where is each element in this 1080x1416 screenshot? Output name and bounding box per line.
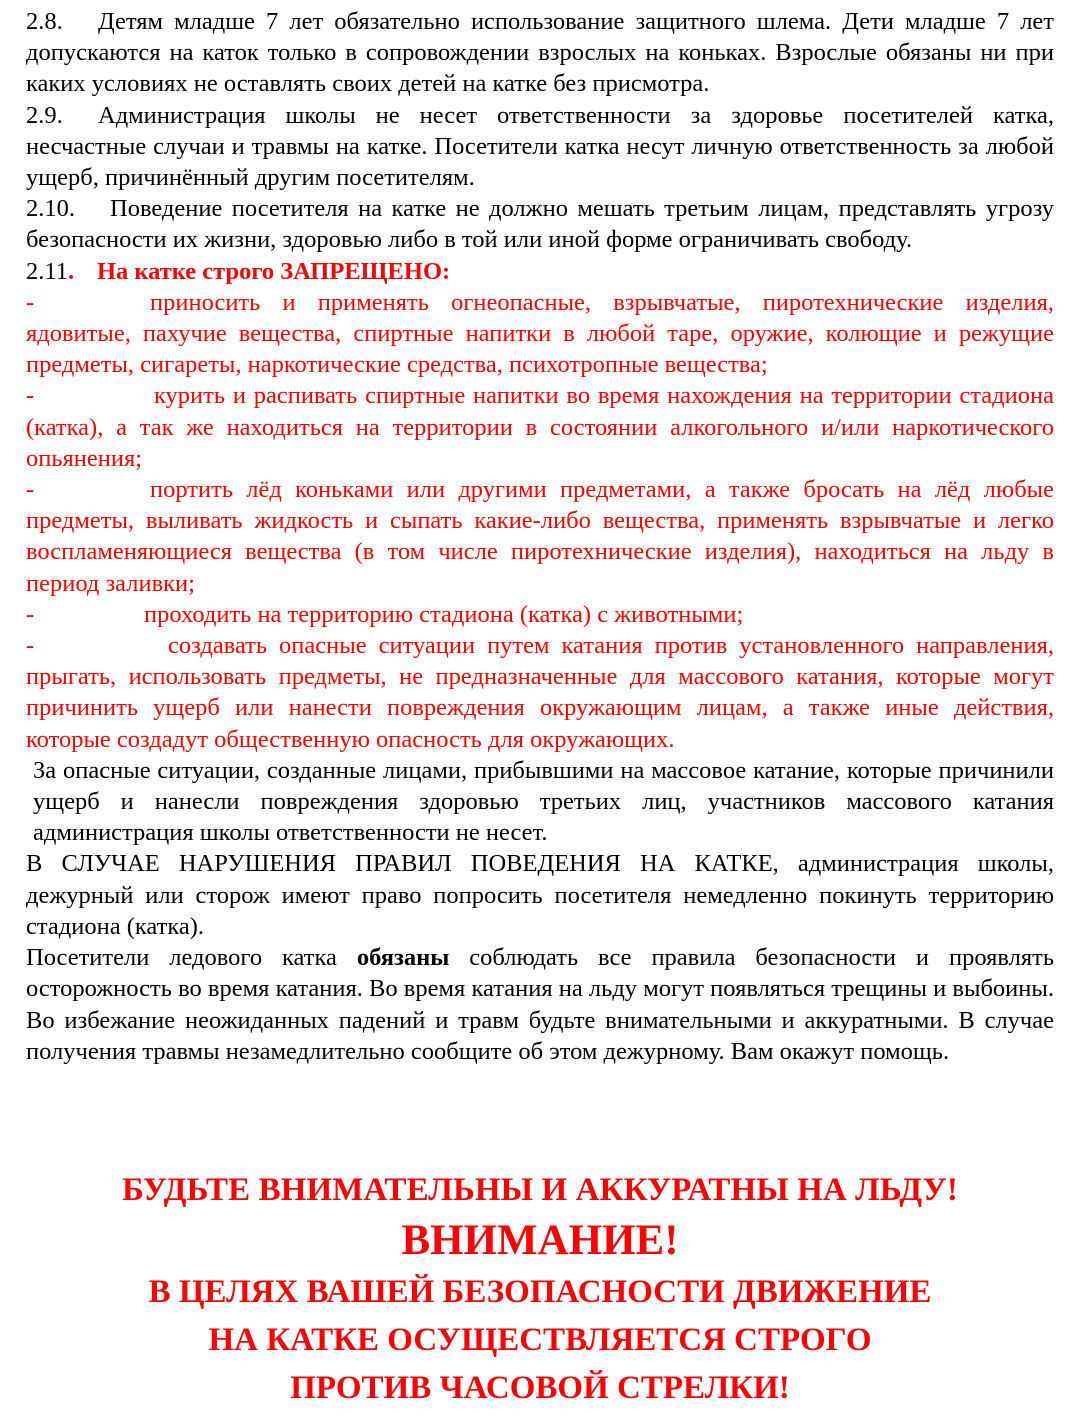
rule-number: 2.11	[26, 257, 68, 285]
prohibited-item-ice-damage	[26, 474, 1054, 599]
rule-2-11	[26, 256, 1054, 287]
rule-number: 2.10.	[26, 195, 75, 223]
list-dash: -	[26, 632, 35, 660]
prohibited-text: курить и распивать спиртные напитки во время нахождения на территории стадиона (катка), а так же находиться на территории в состоянии алкогольного и/или наркотического опьянения;	[26, 382, 1054, 472]
rule-text: Детям младше 7 лет обязательно использование защитного шлема. Дети младше 7 лет допускаются на каток только в сопровождении взрослых на коньках. Взрослые обязаны ни при каких условиях не оставлять своих детей на катке без присмотра.	[26, 8, 1054, 98]
attention-heading: ВНИМАНИЕ!	[401, 1217, 679, 1264]
rules-document	[26, 6, 1054, 1067]
rule-2-9	[26, 100, 1054, 194]
rule-text: Поведение посетителя на катке не должно мешать третьим лицам, представлять угрозу безопасности их жизни, здоровью либо в той или иной форме ограничивать свободу.	[26, 195, 1054, 254]
duty-text-end: соблюдать все правила безопасности и проявлять осторожность во время катания. Во время катания на льду могут появляться трещины и выбоины. Во избежание неожиданных падений и травм будьте внимательными и аккуратными. В случае получения травмы незамедлительно сообщите об этом дежурному. Вам окажут помощь.	[26, 944, 1055, 1065]
prohibited-text: приносить и применять огнеопасные, взрывчатые, пиротехнические изделия, ядовитые, пахучие вещества, спиртные напитки в любой таре, оружие, колющие и режущие предметы, сигареты, наркотические средства, психотропные вещества;	[26, 288, 1054, 379]
list-dash: -	[26, 288, 35, 316]
rule-number-dot: .	[67, 257, 75, 285]
direction-heading-line-3: ПРОТИВ ЧАСОВОЙ СТРЕЛКИ!	[290, 1370, 790, 1406]
rule-2-10	[26, 193, 1054, 255]
prohibited-item-animals	[26, 599, 1054, 630]
warning-headings	[0, 1166, 1080, 1412]
list-dash: -	[26, 382, 35, 410]
violation-note: В СЛУЧАЕ НАРУШЕНИЯ ПРАВИЛ ПОВЕДЕНИЯ НА КАТКЕ, администрация школы, дежурный или сторож имеют право попросить посетителя немедленно покинуть территорию стадиона (катка).	[26, 850, 1054, 940]
prohibited-text: создавать опасные ситуации путем катания против установленного направления, прыгать, использовать предметы, не предназначенные для массового катания, которые могут причинить ущерб или нанести повреждения окружающим лицам, а также иные действия, которые создадут общественную опасность для окружающих.	[26, 632, 1054, 753]
duty-emphasis: обязаны	[356, 944, 450, 972]
direction-heading-line-2: НА КАТКЕ ОСУЩЕСТВЛЯЕТСЯ СТРОГО	[208, 1322, 872, 1358]
rule-number: 2.9.	[26, 101, 63, 129]
liability-note: За опасные ситуации, созданные лицами, прибывшими на массовое катание, которые причинили ущерб и нанесли повреждения здоровью третьих лиц, участников массового катания администрация школы ответственности не несет.	[33, 756, 1054, 847]
careful-heading: БУДЬТЕ ВНИМАТЕЛЬНЫ И АККУРАТНЫ НА ЛЬДУ!	[122, 1172, 958, 1208]
prohibited-item-dangerous-situations	[26, 630, 1054, 755]
rule-number: 2.8.	[26, 8, 63, 35]
duty-text-start: Посетители ледового катка	[26, 944, 357, 972]
prohibited-item-smoking	[26, 380, 1054, 474]
list-dash: -	[26, 600, 35, 628]
rule-2-8	[26, 6, 1054, 100]
prohibited-item-hazardous	[26, 287, 1054, 381]
prohibited-text: проходить на территорию стадиона (катка) с животными;	[144, 600, 744, 628]
direction-heading-line-1: В ЦЕЛЯХ ВАШЕЙ БЕЗОПАСНОСТИ ДВИЖЕНИЕ	[148, 1274, 932, 1310]
rule-text: Администрация школы не несет ответственности за здоровье посетителей катка, несчастные случаи и травмы на катке. Посетители катка несут личную ответственность за любой ущерб, причинённый другим посетителям.	[26, 101, 1054, 192]
duty-note	[26, 942, 1054, 1067]
prohibited-text: портить лёд коньками или другими предметами, а также бросать на лёд любые предметы, выливать жидкость и сыпать какие-либо вещества, применять взрывчатые и легко воспламеняющиеся вещества (в том числе пиротехнические изделия), находиться на льду в период заливки;	[26, 476, 1054, 597]
prohibited-heading: На катке строго ЗАПРЕЩЕНО:	[96, 257, 451, 285]
list-dash: -	[26, 476, 35, 504]
